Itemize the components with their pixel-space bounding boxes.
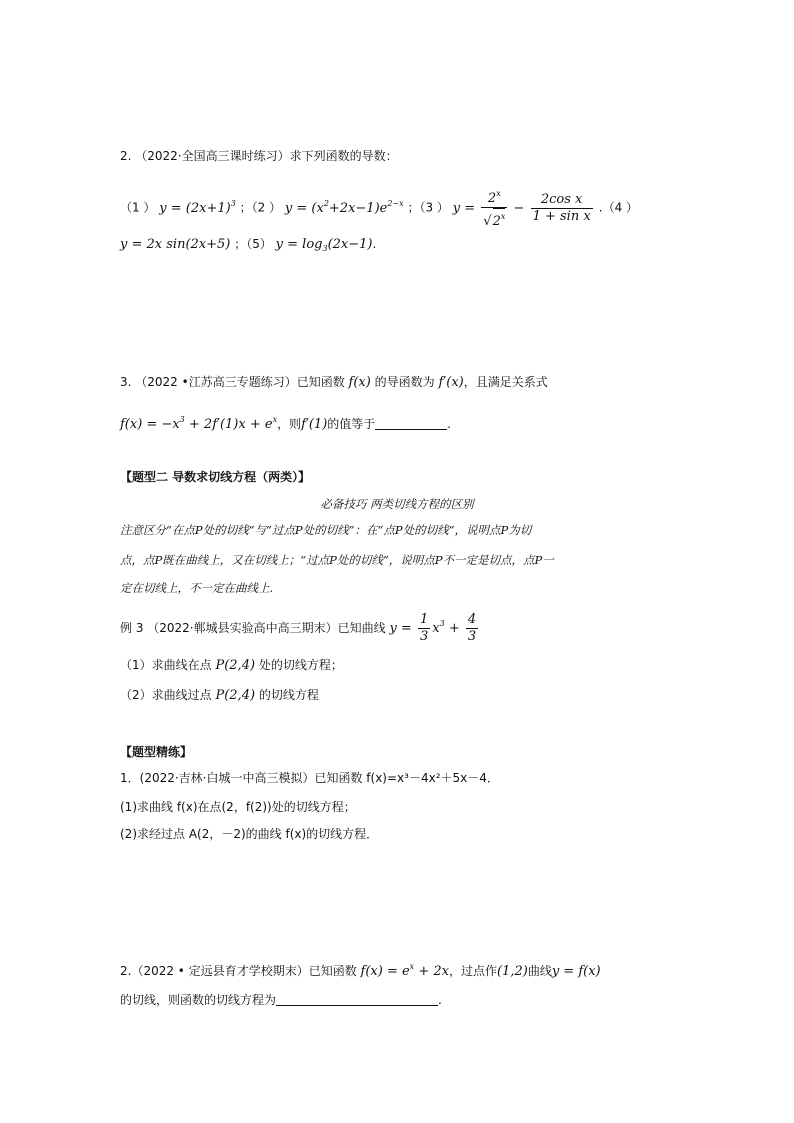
practice2-function: $f(x) = e^x + 2x$: [360, 962, 449, 979]
practice1-q1: (1)求曲线 f(x)在点(2，f(2))处的切线方程；: [120, 800, 356, 814]
example3-line: 例 3 （2022·郸城县实验高中高三期末）已知曲线 y = $\frac{1}{3}$ $x^3$ + $\frac{4}{3}$: [120, 612, 480, 645]
q3-line1: 3. （2022 •江苏高三专题练习）已知函数 f(x) 的导函数为 f′(x)，且满足关系式: [120, 375, 548, 390]
practice1-intro: 1．(2022·吉林·白城一中高三模拟）已知函数 f(x)=x³－4x²＋5x－4．: [120, 771, 499, 785]
practice1-q2: (2)求经过点 A(2，－2)的曲线 f(x)的切线方程．: [120, 827, 379, 841]
q2-part3-expr: y = $\frac{2^x}{√2^x}$ − $\frac{\text{2cos x}}{\text{1 + sin x}}$: [453, 201, 599, 216]
practice-title: 【题型精练】: [120, 745, 193, 759]
q2-parts-line1: [120, 186, 638, 230]
q3-line2: $f(x) = -x^3 + 2f'(1)x + e^x$，则f′(1)的值等于 .: [120, 415, 452, 432]
answer-blank: [276, 993, 438, 1006]
fraction: $\frac{2^x}{√2^x}$: [481, 186, 507, 230]
tip-line3: 定在切线上，不一定在曲线上.: [120, 581, 274, 595]
q2-part5-expr: $y = \log_3(2x-1)$: [275, 237, 373, 253]
section2-title: 【题型二 导数求切线方程（两类）】: [120, 470, 311, 484]
tip-line2: 点，点P既在曲线上，又在切线上；“过点P处的切线”，说明点P不一定是切点，点P一: [120, 553, 554, 567]
q2-part3-label: ；（3 ）: [407, 200, 449, 215]
example3-q2: （2）求曲线过点 P(2,4) 的切线方程: [120, 688, 319, 703]
practice2-line1: 2.（2022 • 定远县育才学校期末）已知函数 $f(x) = e^x + 2x$，过点作(1,2)曲线y = f(x): [120, 962, 601, 979]
tip-title: 必备技巧 两类切线方程的区别: [320, 497, 474, 511]
q2-intro: 2. （2022·全国高三课时练习）求下列函数的导数：: [120, 149, 398, 163]
practice2-line2: 的切线，则函数的切线方程为 .: [120, 993, 442, 1007]
answer-blank: [375, 417, 447, 430]
q2-part1-expr: $y = (2x+1)^3$: [159, 198, 236, 216]
q2-part4-expr: y = 2x sin(2x+5): [120, 237, 231, 252]
tip-line1: 注意区分“在点P处的切线”与“过点P处的切线”：在“点P处的切线”，说明点P为切: [120, 523, 532, 537]
q2-part1-label: （1 ）: [120, 200, 156, 215]
q2-part5-label: ；（5）: [234, 237, 272, 251]
example3-curve: y = $\frac{1}{3}$ $x^3$ + $\frac{4}{3}$: [389, 612, 477, 644]
q2-part2-label: ；（2 ）: [239, 200, 282, 215]
q2-parts-line2: y = 2x sin(2x+5) ；（5） $y = \log_3(2x-1)$.: [120, 237, 377, 253]
q2-part4-label: .（4 ）: [598, 200, 639, 215]
fraction: $\frac{\text{2cos x}}{\text{1 + sin x}}$: [532, 191, 591, 224]
q2-part2-expr: $y = (x^2+2x-1)e^{2-x}$: [284, 198, 404, 216]
example3-q1: （1）求曲线在点 P(2,4) 处的切线方程；: [120, 658, 343, 673]
q3-relation: $f(x) = -x^3 + 2f'(1)x + e^x$: [120, 415, 278, 432]
